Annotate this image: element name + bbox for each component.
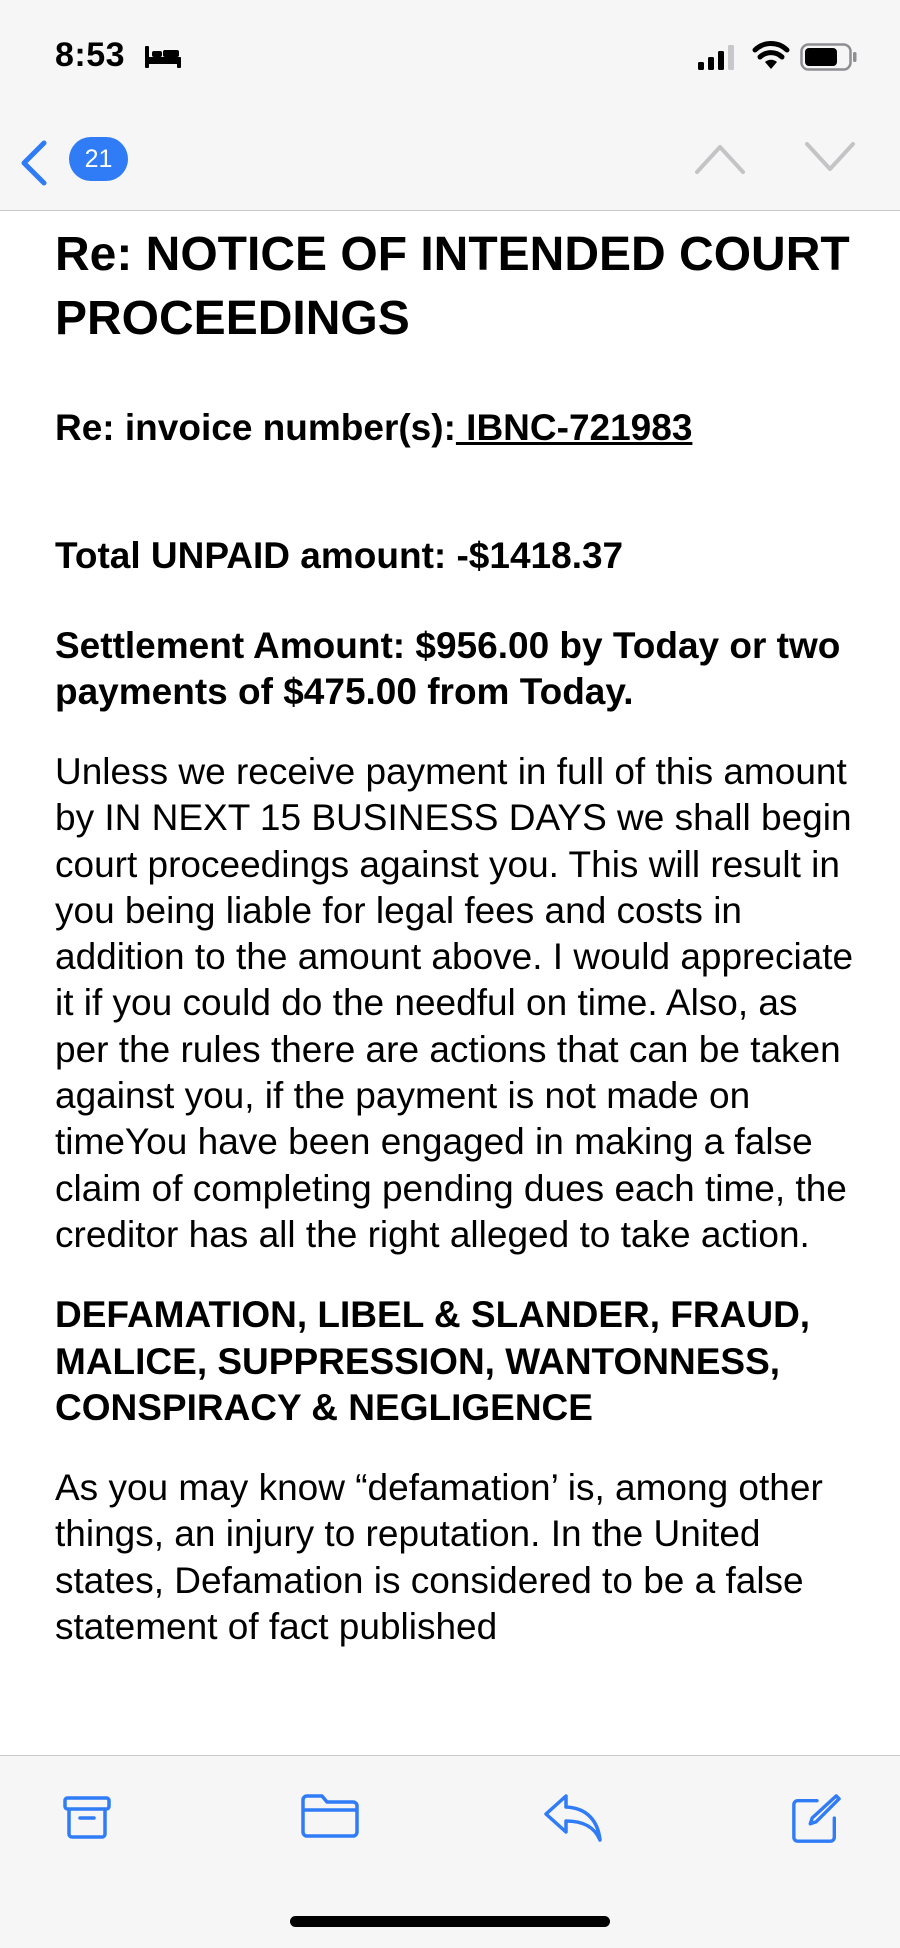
top-chrome	[0, 0, 900, 211]
reply-icon[interactable]	[542, 1792, 604, 1844]
wifi-icon	[752, 40, 790, 72]
chevron-up-icon[interactable]	[694, 140, 746, 176]
message-body	[0, 211, 900, 1755]
bottom-toolbar	[0, 1755, 900, 1948]
invoice-prefix: Re: invoice number(s):	[55, 407, 456, 448]
chevron-left-icon[interactable]	[18, 139, 50, 187]
invoice-number-link[interactable]: IBNC-721983	[455, 407, 693, 448]
compose-icon[interactable]	[790, 1792, 842, 1846]
battery-icon	[800, 43, 858, 71]
home-indicator[interactable]	[290, 1916, 610, 1927]
status-time: 8:53	[55, 36, 126, 74]
message-subject: Re: NOTICE OF INTENDED COURT PROCEEDINGS	[55, 228, 850, 345]
total-unpaid: Total UNPAID amount: -$1418.37	[55, 535, 624, 576]
section-heading: DEFAMATION, LIBEL & SLANDER, FRAUD, MALICE, SUPPRESSION, WANTONNESS, CONSPIRACY & NEGLIGENCE	[55, 1294, 811, 1428]
bed-icon	[143, 44, 183, 70]
archive-box-icon[interactable]	[62, 1792, 112, 1842]
body-paragraph-2: As you may know “defamation’ is, among other things, an injury to reputation. In the United states, Defamation is considered to be a false statement of fact published	[55, 1467, 823, 1648]
chevron-down-icon[interactable]	[804, 140, 856, 176]
invoice-line	[55, 405, 855, 451]
message-nav-bar	[0, 115, 900, 210]
body-paragraph-1: Unless we receive payment in full of this amount by IN NEXT 15 BUSINESS DAYS we shall begin court proceedings against you. This will result in you being liable for legal fees and costs in addition to the amount above. I would appreciate it if you could do the needful on time. Also, as per the rules there are actions that can be taken against you, if the payment is not made on timeYou have been engaged in making a false claim of completing pending dues each time, the creditor has all the right alleged to take action.	[55, 751, 854, 1255]
settlement-amount: Settlement Amount: $956.00 by Today or two payments of $475.00 from Today.	[55, 625, 841, 712]
folder-icon[interactable]	[300, 1792, 360, 1840]
status-bar	[0, 0, 900, 115]
unread-count-badge[interactable]: 21	[69, 137, 128, 181]
message-content	[55, 211, 855, 1650]
cellular-signal-icon	[697, 43, 735, 71]
